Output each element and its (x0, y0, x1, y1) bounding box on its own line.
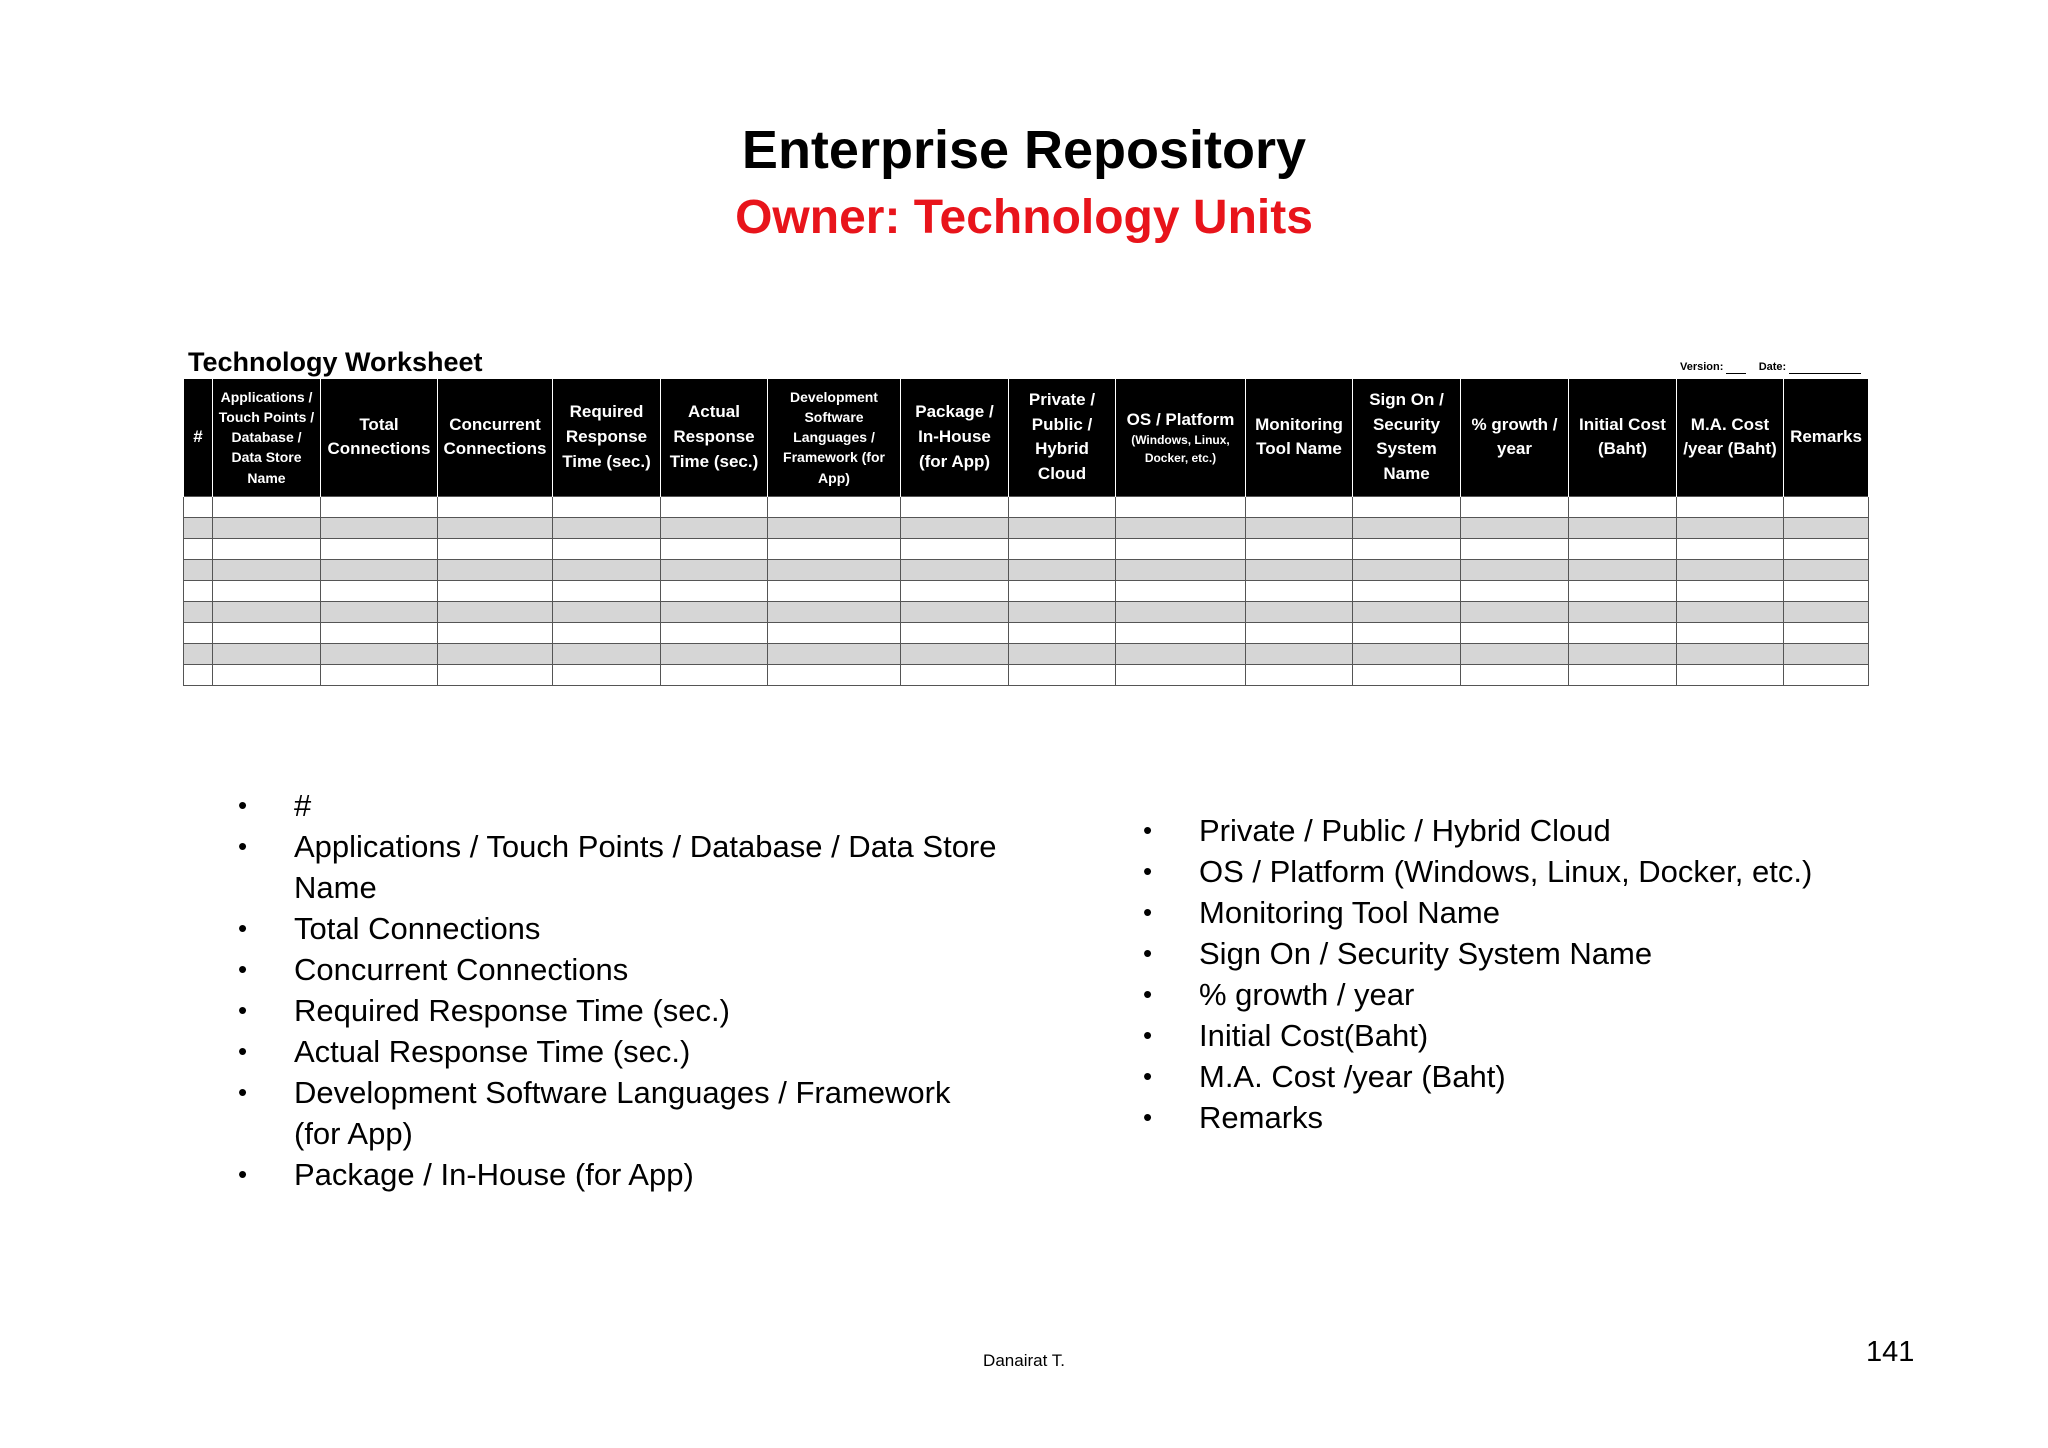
table-cell (213, 517, 321, 538)
table-cell (438, 664, 553, 685)
table-cell (1461, 517, 1569, 538)
table-cell (1569, 643, 1677, 664)
table-cell (553, 517, 661, 538)
table-cell (438, 559, 553, 580)
table-cell (213, 538, 321, 559)
table-cell (661, 664, 768, 685)
table-cell (768, 643, 901, 664)
table-row (184, 643, 1869, 664)
table-cell (213, 496, 321, 517)
list-item: • # (238, 785, 998, 826)
table-cell (661, 517, 768, 538)
table-cell (661, 559, 768, 580)
os-platform-label: OS / Platform (1126, 409, 1235, 429)
list-item: • Initial Cost(Baht) (1143, 1015, 1943, 1056)
table-cell (1677, 643, 1784, 664)
worksheet-table (183, 379, 1869, 686)
table-cell (1461, 664, 1569, 685)
col-header-package-inhouse: Package / In-House (for App) (901, 379, 1009, 496)
list-item: • Sign On / Security System Name (1143, 933, 1943, 974)
table-cell (553, 643, 661, 664)
worksheet-body (184, 496, 1869, 685)
col-header-sign-on: Sign On / Security System Name (1353, 379, 1461, 496)
table-cell (1784, 601, 1869, 622)
table-row (184, 622, 1869, 643)
col-header-monitoring-tool: Monitoring Tool Name (1246, 379, 1353, 496)
table-cell (1116, 496, 1246, 517)
list-item: • Total Connections (238, 908, 998, 949)
table-cell (901, 622, 1009, 643)
table-cell (1569, 517, 1677, 538)
table-cell (1784, 517, 1869, 538)
list-item: • Private / Public / Hybrid Cloud (1143, 810, 1943, 851)
table-cell (901, 601, 1009, 622)
list-item: • % growth / year (1143, 974, 1943, 1015)
table-cell (184, 538, 213, 559)
table-cell (661, 643, 768, 664)
table-cell (1784, 643, 1869, 664)
table-cell (1353, 664, 1461, 685)
table-cell (553, 622, 661, 643)
table-cell (1677, 496, 1784, 517)
list-item: • Remarks (1143, 1097, 1943, 1138)
col-header-dev-languages: Development Software Languages / Framework (for App) (768, 379, 901, 496)
table-cell (1009, 496, 1116, 517)
table-cell (553, 538, 661, 559)
table-cell (321, 496, 438, 517)
version-blank (1726, 363, 1746, 374)
table-cell (1353, 643, 1461, 664)
table-cell (1246, 643, 1353, 664)
bullet-list-right (1143, 810, 1943, 1138)
list-item: • Development Software Languages / Framework (for App) (238, 1072, 998, 1154)
table-cell (901, 496, 1009, 517)
table-cell (1116, 622, 1246, 643)
table-cell (1009, 622, 1116, 643)
col-header-concurrent-connections: Concurrent Connections (438, 379, 553, 496)
table-cell (1569, 538, 1677, 559)
table-row (184, 559, 1869, 580)
table-cell (768, 601, 901, 622)
table-cell (213, 601, 321, 622)
table-cell (768, 664, 901, 685)
list-item: • Package / In-House (for App) (238, 1154, 998, 1195)
table-cell (1461, 643, 1569, 664)
table-row (184, 664, 1869, 685)
table-cell (213, 580, 321, 601)
bullet-list-left (238, 785, 998, 1195)
table-cell (321, 643, 438, 664)
table-cell (1784, 496, 1869, 517)
col-header-total-connections: Total Connections (321, 379, 438, 496)
list-item: • Concurrent Connections (238, 949, 998, 990)
table-row (184, 538, 1869, 559)
table-cell (1353, 538, 1461, 559)
table-cell (901, 559, 1009, 580)
col-header-actual-response: Actual Response Time (sec.) (661, 379, 768, 496)
footer-author: Danairat T. (983, 1351, 1065, 1370)
table-cell (1353, 580, 1461, 601)
table-cell (184, 496, 213, 517)
table-cell (1569, 601, 1677, 622)
list-item: • Applications / Touch Points / Database / Data Store Name (238, 826, 998, 908)
page-number: 141 (1866, 1336, 1915, 1368)
table-cell (1569, 559, 1677, 580)
table-cell (1009, 643, 1116, 664)
table-cell (213, 622, 321, 643)
list-item: • Monitoring Tool Name (1143, 892, 1943, 933)
table-cell (213, 643, 321, 664)
table-cell (1009, 517, 1116, 538)
table-cell (1009, 664, 1116, 685)
table-cell (1677, 559, 1784, 580)
table-cell (1461, 538, 1569, 559)
worksheet-header-row (184, 379, 1869, 496)
table-cell (1353, 496, 1461, 517)
table-cell (1353, 601, 1461, 622)
table-cell (321, 538, 438, 559)
table-cell (1461, 559, 1569, 580)
table-cell (438, 580, 553, 601)
table-cell (553, 559, 661, 580)
table-cell (768, 496, 901, 517)
table-cell (184, 643, 213, 664)
table-row (184, 496, 1869, 517)
table-cell (321, 601, 438, 622)
table-cell (901, 538, 1009, 559)
list-item: • Required Response Time (sec.) (238, 990, 998, 1031)
col-header-ma-cost: M.A. Cost /year (Baht) (1677, 379, 1784, 496)
table-cell (553, 496, 661, 517)
os-platform-note: (Windows, Linux, Docker, etc.) (1131, 433, 1230, 465)
table-cell (1569, 580, 1677, 601)
page-subtitle: Owner: Technology Units (735, 191, 1313, 244)
date-blank (1789, 363, 1861, 374)
table-cell (1677, 622, 1784, 643)
table-cell (1116, 643, 1246, 664)
table-row (184, 601, 1869, 622)
table-cell (1353, 517, 1461, 538)
date-label: Date: (1758, 361, 1787, 373)
table-cell (184, 601, 213, 622)
table-cell (1009, 580, 1116, 601)
table-cell (1784, 559, 1869, 580)
list-item: • Actual Response Time (sec.) (238, 1031, 998, 1072)
table-cell (321, 664, 438, 685)
table-cell (553, 580, 661, 601)
table-cell (1353, 559, 1461, 580)
table-cell (768, 517, 901, 538)
table-cell (1246, 496, 1353, 517)
table-row (184, 517, 1869, 538)
table-cell (768, 580, 901, 601)
table-cell (553, 601, 661, 622)
table-cell (661, 580, 768, 601)
table-cell (184, 580, 213, 601)
table-cell (321, 622, 438, 643)
col-header-initial-cost: Initial Cost (Baht) (1569, 379, 1677, 496)
table-cell (1009, 559, 1116, 580)
col-header-applications: Applications / Touch Points / Database / Data Store Name (213, 379, 321, 496)
table-cell (438, 601, 553, 622)
table-cell (1246, 601, 1353, 622)
worksheet-meta (1680, 360, 1861, 374)
table-cell (901, 643, 1009, 664)
table-cell (1116, 538, 1246, 559)
page-title: Enterprise Repository (741, 120, 1307, 180)
table-cell (438, 643, 553, 664)
table-cell (1461, 622, 1569, 643)
table-cell (1246, 622, 1353, 643)
table-cell (1461, 601, 1569, 622)
table-cell (1246, 517, 1353, 538)
table-cell (1246, 664, 1353, 685)
table-row (184, 580, 1869, 601)
table-cell (1246, 538, 1353, 559)
table-cell (1677, 664, 1784, 685)
table-cell (1116, 517, 1246, 538)
table-cell (1677, 517, 1784, 538)
table-cell (321, 559, 438, 580)
table-cell (768, 622, 901, 643)
table-cell (1116, 664, 1246, 685)
table-cell (661, 622, 768, 643)
table-cell (1009, 538, 1116, 559)
table-cell (1009, 601, 1116, 622)
table-cell (321, 580, 438, 601)
table-cell (1784, 622, 1869, 643)
table-cell (768, 538, 901, 559)
col-header-required-response: Required Response Time (sec.) (553, 379, 661, 496)
table-cell (901, 664, 1009, 685)
col-header-number: # (184, 379, 213, 496)
table-cell (1784, 538, 1869, 559)
table-cell (901, 580, 1009, 601)
table-cell (661, 496, 768, 517)
table-cell (1461, 580, 1569, 601)
table-cell (1461, 496, 1569, 517)
table-cell (438, 538, 553, 559)
table-cell (213, 664, 321, 685)
table-cell (1116, 601, 1246, 622)
table-cell (1246, 580, 1353, 601)
version-label: Version: (1680, 361, 1724, 373)
table-cell (184, 622, 213, 643)
table-cell (1116, 559, 1246, 580)
col-header-cloud-type: Private / Public / Hybrid Cloud (1009, 379, 1116, 496)
col-header-remarks: Remarks (1784, 379, 1869, 496)
table-cell (1784, 664, 1869, 685)
table-cell (1116, 580, 1246, 601)
table-cell (1569, 622, 1677, 643)
table-cell (1569, 664, 1677, 685)
table-cell (184, 559, 213, 580)
table-cell (768, 559, 901, 580)
table-cell (553, 664, 661, 685)
table-cell (1677, 580, 1784, 601)
table-cell (184, 517, 213, 538)
table-cell (661, 538, 768, 559)
table-cell (1569, 496, 1677, 517)
table-cell (213, 559, 321, 580)
table-cell (1353, 622, 1461, 643)
table-cell (438, 496, 553, 517)
table-cell (438, 622, 553, 643)
worksheet-title: Technology Worksheet (188, 347, 483, 377)
table-cell (1784, 580, 1869, 601)
table-cell (901, 517, 1009, 538)
list-item: • M.A. Cost /year (Baht) (1143, 1056, 1943, 1097)
table-cell (438, 517, 553, 538)
col-header-growth: % growth / year (1461, 379, 1569, 496)
table-cell (321, 517, 438, 538)
table-cell (661, 601, 768, 622)
table-cell (1677, 538, 1784, 559)
table-cell (1246, 559, 1353, 580)
table-cell (184, 664, 213, 685)
col-header-os-platform (1116, 379, 1246, 496)
table-cell (1677, 601, 1784, 622)
list-item: • OS / Platform (Windows, Linux, Docker, etc.) (1143, 851, 1943, 892)
